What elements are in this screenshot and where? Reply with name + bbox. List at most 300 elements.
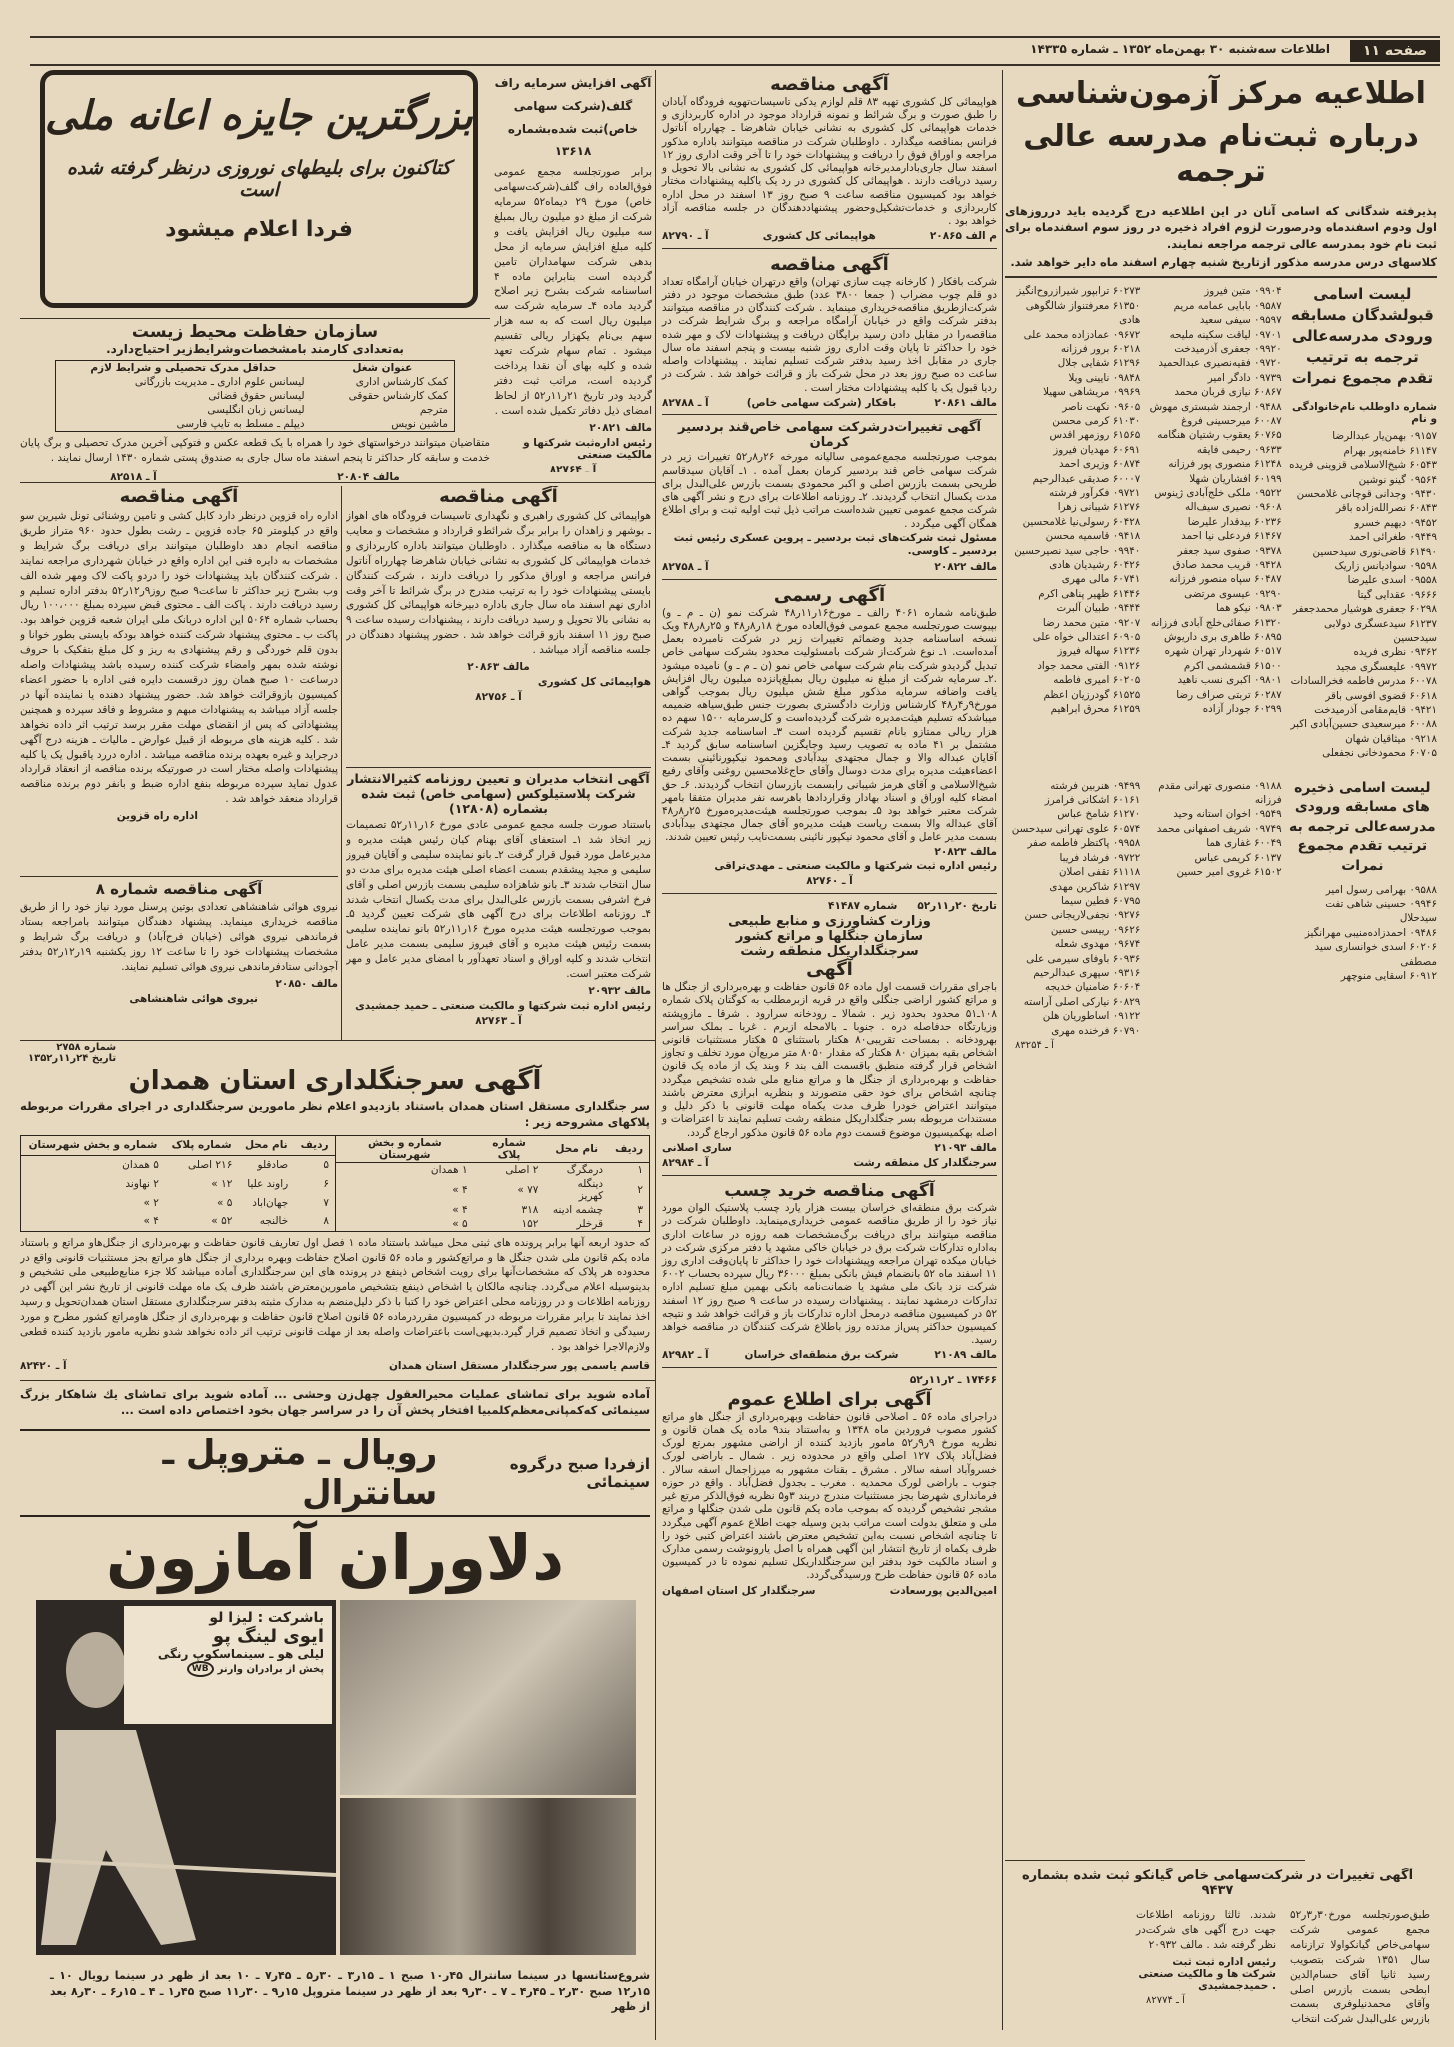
list-item: ۶۱۳۵۰ معرفتنواز شالگوهی هادی	[1025, 299, 1141, 327]
tender-8-title: آگهی مناقصه شماره ۸	[95, 880, 263, 898]
tender-abadan-code: آ ـ ۸۲۷۹۰	[662, 230, 709, 243]
list-item: ۶۰۵۷۴ علوی تهرانی سیدحسن	[1011, 822, 1141, 835]
movie-title: دلاوران آمازون	[105, 1520, 565, 1594]
bushehr-tender	[346, 486, 651, 764]
movie-from-tomorrow: ازفردا صبح درگروه سینمائی	[509, 1454, 650, 1491]
table-row	[21, 1193, 335, 1212]
glue-tender	[662, 1179, 997, 1368]
list-item: ۰۹۳۷۸ صفوی سید جعفر	[1177, 544, 1282, 557]
list-item: ۶۱۲۴۸ منصوری پور فرزانه	[1168, 458, 1282, 471]
list-item: ۶۰۶۰۴ ضامنیان خدیجه	[1045, 981, 1141, 994]
table-row	[56, 417, 455, 432]
cast-3: لیلی هو ـ سینماسکوپ رنگی	[157, 1647, 324, 1661]
gianko-body-1: طبق‌صورتجلسه مورخ۳۰ر۳ر۵۲ مجمع عمومی شرکت سهامی‌خاص گیانکواولا ترازنامه سال ۱۳۵۱ شرکت بتصویب رسید ثانیا آقای حسام‌الدین ابطحی بسمت بازرس اصلی وآقای محمدنیلوفری بسمت بازرس علی‌البدل شرکت انتخاب	[1290, 1909, 1430, 2026]
official-body: طبق‌نامه شماره ۴۰۶۱ رالف ـ مورخ۱۶ر۱۱ر۴۸ شرکت نمو (ن ـ م ـ و) بپیوست صورتجلسه مجمع عمومی فوق‌العاده مورخ ۱۸ر۸ر۴۸ و ۲۵ر۸ر۴۸ ویک نسخه اساسنامه جدید وضمائم تغییرات زیر در شرکت نامبرده بعمل آمده‌است. ۱ـ نوع شرکت‌از شرکت بامسئولیت محدود بشرکت سهامی خاص تبدیل گردیدو شرکت بنام شرکت سهامی خاص نمو (ن ـ م ـ و) نامیده میشود .۲ـ سرمایه شرکت از مبلغ نه میلیون ریال بمبلغ‌پانزده میلیون ریال افزایش یافت واضافه سرمایه مذکور مبلغ شش میلیون ریال بموجب گواهی مورخ۹ر۴ر۴۸ کارشناس وزارت دادگستری بصورت جنس طبق‌سیاهه ضمیمه میباشدکه تسلیم هیئت‌مدیره شرکت گردیده‌است و کل‌سرمایه ۱۵۰۰ سهم ده هزار ریالی ممتازو بانام تقسیم گردیده است ۳ـ اساسنامه جدید شرکت مشتمل بر ۴۱ ماده به تصویب رسید وجایگزین اساسنامه سابق گردید ۴ـ آقایان عبداله والا و جمال مجتهدی بیدآبادی ومحمود نیکپورنائینی بسمت اعضاءهیئت مدیره برای مدت دوسال وآقای حاج‌غلامحسین روغنی وآقای رفیع شیخ‌الاسلامی و آقای هرمز شیبانی رابسمت بازرسان انتخاب گردیدند. ۶ـ حق امضاء کلیه اوراق و اسناد بهادار وقراردادها باهرسه نفر مدیران متفقا بامهر شرکت معتبر خواهد بود ۵ـ بموجب صورتجلسه هیئت‌مدیره‌مورخ ۲۵ر۸ر۴۸ آقای عبداله والا بسمت ریاست هیئت مدیره‌و آقای جمال مجتهدی بیدآبادی بسمت مدیر عامل و آقای محمود نیکپور نائینی بسمت‌نایب رئیس تعیین شدند.	[662, 606, 998, 844]
public-number: ۱۷۴۶۶ ـ ۲ر۱۱ر۵۲	[909, 1374, 997, 1387]
list-item: ۶۱۱۱۸ تقفی اصلان	[1058, 866, 1141, 879]
table-cell: ۲	[637, 1183, 643, 1196]
table-cell: ۵ همدان	[122, 1158, 159, 1171]
tender-abadan-body: هواپیمائی کل کشوری تهیه ۸۳ قلم لوازم یدکی تاسیسات‌تهویه فرودگاه آبادان را طبق صورت و برگ شرائط و نمونه قرارداد موجود در اداره کاربردازی و خدمات هواپیمائی کل کشوری به نشانی خیابان شاهرضا ـ چهارراه آناتول فرانس بمناقصه میگذارد . داوطلبان شرکت در مناقصه میتوانند باداره مذکور مراجعه و اوراق فوق را دریافت و پیشنهادات خود را تا آخر وقت اداری روز ۱۲ اسفند سال جاری‌بادارمدیرخانه هواپیمائی کل کشوری به نشانی بالا تحویل و رسید دریافت دارند . هواپیمائی کل کشوری در رد یک یاکلیه پیشنهادات مختار خواهد بود کمیسیون مناقصه ساعت ۹ صبح روز ۱۳ اسفند در محل اداره کاربردازی و خدمات‌تشکیل‌وحضور پیشنهاددهندگان در جلسه مناقصه آزاد خواهد بود .	[662, 96, 998, 227]
kerman-signer: مسئول ثبت شرکت‌های ثبت بردسیر ـ پروین عسکری رئیس ثبت بردسیر ـ کاوسی.	[673, 531, 997, 558]
list-item: ۶۰۲۸۷ تربتی صراف رضا	[1176, 688, 1282, 701]
list-item: ۶۰۲۰۵ امیری فاطمه	[1053, 674, 1141, 687]
list-item: ۰۹۵۹۸ سوادیانس زاریک	[1334, 559, 1437, 572]
table-header: شماره پلاک	[474, 1136, 545, 1163]
list-item: ۰۹۴۹۹ هنربین فرشته	[1050, 779, 1141, 792]
capital-title: آگهی افزایش سرمایه راف گلف(شرکت سهامی خاص)ثبت شده‌بشماره ۱۳۶۱۸	[494, 76, 652, 159]
tender-bafkar-body: شرکت بافکار ( کارخانه چیت سازی تهران) واقع درتهران خیابان آرامگاه تعداد دو قلم چوب مضراب ( جمعا ۳۸۰۰ عدد) طبق مشخصات موجود در دفتر شرکت‌ازطریق مناقصه‌خریداری مینماید . شرکت کنندگان در مناقصه میتوانند بدفتر شرکت واقع در خیابان آرامگاه مراجعه و برگ شرایط شرکت در مناقصه‌را در مقابل دادن رسید برایگان دریافت و پیشنهادات لاک و مهر شده خود را حداکثر تا پایان وقت اداری روز شنبه بیست و پنجم اسفند ماه سال جاری در مقابل اخذ رسید بدفتر شرکت تسلیم نمایند . پیشنهادات واصله ساعت ده صبح روز بعد در محل شرکت باز و قرائت خواهد شد . شرکت در ردیا قبول یک یا کلیه پیشنهادات مختار است .	[662, 275, 997, 394]
plastiloks-signer: رئیس اداره ثبت شرکتها و مالکیت صنعتی ـ حمید جمشیدی	[355, 999, 651, 1012]
table-cell: لیسانس زبان انگلیسی	[207, 404, 305, 416]
gianko-signer: رئیس اداره ثبت ثبت شرکت ها و مالکیت صنعتی . حمیدجمشیدی	[1138, 1955, 1276, 1992]
header-rule-top	[30, 36, 1440, 38]
tender-8-body: نیروی هوائی شاهنشاهی تعدادی بوتین پرسنل مورد نیاز خود را از طریق مناقصه خریداری مینماید. پیشنهاد دهندگان میتوانند بامراجعه بستاد فرماندهی نیروی هوائی (خیابان فرح‌آباد) و دریافت برگ شرایط و مشخصات پیشنهادات خود را تا ساعت ۱۲ روز یکشنبه ۱۹ر۱۲ر۵۲ بدفتر آجودانی ستادفرماندهی نیروی هوائی تسلیم نمایند.	[20, 901, 338, 973]
public-signer-2: سرجنگلدار کل استان اصفهان	[662, 1584, 816, 1597]
table-cell: راوند علیا	[247, 1177, 289, 1190]
table-header: ردیف	[294, 1136, 335, 1155]
list-item: ۶۰۸۶۷ نیازی قربان محمد	[1174, 386, 1282, 399]
header-rule-bottom	[30, 64, 1440, 66]
exam-body-2: کلاسهای درس مدرسه مذکور ازتاریخ شنبه چهارم اسفند ماه دایر خواهد شد.	[1010, 254, 1437, 269]
list-item: ۰۹۵۸۸ بهرامی رسول امیر	[1325, 883, 1437, 896]
list-item: ۰۹۶۷۴ مهدوی شعله	[1054, 938, 1141, 951]
list-item: ۶۱۴۹۰ قاضی‌نوری سیدحسین	[1312, 545, 1437, 558]
gianko-notice	[1005, 1868, 1430, 2043]
list-item: ۶۰۰۰۷ صدیقی عبدالرحیم	[1032, 472, 1141, 485]
tender-bafkar	[662, 252, 997, 416]
movie-ad	[20, 1384, 650, 2040]
list-item: ۰۹۳۶۲ نظری فریده	[1353, 646, 1437, 659]
table-cell: ۶	[323, 1177, 329, 1190]
list-item: ۶۰۴۲۸ رسولی‌نیا غلامحسین	[1022, 515, 1141, 528]
table-row	[21, 1174, 335, 1193]
table-cell: ۵	[323, 1158, 329, 1171]
gianko-code: آ ـ ۸۲۷۷۴	[1146, 1994, 1185, 2006]
list-item: ۰۹۶۷۲ عمادزاده محمد علی	[1023, 328, 1141, 341]
table-row	[336, 1203, 650, 1217]
table-cell: دینگله کهریز	[577, 1177, 604, 1202]
list-item: ۰۹۶۳۳ رحیمی فایقه	[1196, 443, 1282, 456]
table-cell: چشمه ادینه	[552, 1203, 604, 1216]
tender-abadan	[662, 72, 997, 249]
list-item: ۶۱۲۹۷ شاکرین مهدی	[1049, 880, 1141, 893]
public-notice	[662, 1371, 997, 1602]
environment-body: متقاضیان میتوانند درخواستهای خود را همراه با یک قطعه عکس و فتوکپی آخرین مدرک تحصیلی و برگ پایان خدمت و سابقه کار حداکثر تا پنجم اسفند ماه سال جاری به صندوق پستی شماره ۱۴۳۰ ارسال نمایند .	[20, 437, 490, 464]
table-cell: ۵ »	[452, 1217, 468, 1230]
tender-8-number: شماره ۲۷۵۸	[56, 1042, 117, 1053]
list-item: ۰۹۴۵۲ دیهیم خسرو	[1354, 516, 1437, 529]
environment-ad	[20, 322, 490, 480]
list-item: ۰۹۵۹۷ سیفی سعید	[1199, 314, 1282, 327]
table-row	[56, 389, 455, 403]
list-item: ۶۰۰۷۸ مدرس فاطمه فخرالسادات	[1290, 675, 1437, 688]
plastiloks-title: آگهی انتخاب مدیران و تعیین روزنامه کثیرالانتشار شرکت پلاستیلوکس (سهامی خاص) ثبت شده بشماره (۱۲۸۰۸)	[347, 771, 650, 816]
list-item: ۶۱۲۳۶ سهاله فیروز	[1057, 645, 1141, 658]
list-item: ۰۹۷۲۱ فکرآور فرشته	[1049, 487, 1141, 499]
list-item: ۶۰۲۱۸ برور فرزانه	[1060, 342, 1141, 355]
bushehr-title: آگهی مناقصه	[439, 486, 558, 507]
glue-ref: مالف ۲۱۰۸۹	[934, 1349, 997, 1362]
list-item: ۰۹۹۶۹ مریشاهی سهیلا	[1043, 386, 1141, 399]
list-item: ۰۹۸۰۳ نیکو هما	[1216, 602, 1282, 615]
bushehr-body: هواپیمائی کل کشوری راهبری و نگهداری تاسیسات فرودگاه های اهواز ـ بوشهر و زاهدان را برابر برگ شرائط‌و قرارداد و مشخصات و معایب دستگاه ها به مناقصه میگذارد . داوطلبان میتوانند باداره کاربردازی و خدمات هواپیمائی کل کشوری به نشانی خیابان شاهرضا چهارراه آناتول فرانس مراجعه و اوراق مذکور را دریافت دارند ، شرکت کنندگان بایستی پیشنهادات خود را به ترتیب مندرج در برگ شرائط تا آخر وقت اداری نهم اسفند ماه سال جاری باداره دبیرخانه هواپیمائی کل کشوری به نشانی بالا تحویل و رسید دریافت دارند ، پیشنهادات رسیده ساعت ۹ صبح روز ۱۱ اسفند بازو قرائت خواهد شد . حضور پیشنهاد دهندگان در جلسه مناقصه آزاد میباشد .	[346, 510, 651, 657]
list-item: ۰۹۴۸۸ ارجمند شبستری مهوش	[1149, 400, 1282, 413]
environment-table	[55, 360, 455, 432]
table-row	[336, 1177, 650, 1203]
list-item: ۰۹۴۳۰ وجدانی قوچانی غلامحسن	[1296, 487, 1437, 500]
list-item: ۶۰۷۰۵ محمودخانی نجفعلی	[1322, 747, 1437, 760]
tender-8-date: تاریخ ۲۴ر۱۱ر۱۳۵۲	[28, 1053, 117, 1064]
table-cell: جهان‌اباد	[252, 1196, 289, 1209]
tender-bafkar-signer: بافکار (شرکت سهامی خاص)	[746, 396, 897, 409]
table-cell: ۳	[637, 1203, 643, 1216]
table-cell: قرخلر	[576, 1217, 604, 1230]
list-item: ۶۰۲۷۳ ترابپور شیرازروح‌انگیز	[1016, 285, 1141, 298]
list-item: ۶۰۷۴۱ مالی مهری	[1061, 573, 1141, 586]
list-item: ۰۹۹۴۰ حاجی سید نصیرحسین	[1014, 544, 1141, 557]
rasht-org-3: سرجنگلداریکل منطقه رشت	[740, 944, 919, 960]
list-item: ۰۹۱۵۷ بهمن‌یار عبدالرضا	[1332, 430, 1437, 443]
table-header: نام محل	[238, 1136, 294, 1155]
hamedan-code: آ ـ ۸۲۴۲۰	[20, 1359, 67, 1372]
list-item: ۶۰۹۱۲ اسقایی منوچهر	[1340, 970, 1437, 983]
list-item: ۰۹۷۴۹ شریف اصفهانی محمد	[1156, 822, 1282, 835]
list-item: ۶۱۱۴۷ خامنه‌پور بهرام	[1343, 444, 1437, 457]
list-item: ۶۱۰۳۰ کرمی محسن	[1052, 414, 1141, 427]
hamedan-intro: سر جنگلداری مستقل استان همدان باستناد بازدیدو اعلام نظر مامورین سرجنگلداری در اجرای مقررات مربوطه پلاکهای مشروحه زیر :	[20, 1099, 650, 1130]
environment-title: سازمان حفاظت محیط زیست	[131, 322, 379, 342]
qazvin-tender	[20, 486, 338, 874]
rasht-signer-2: سرجنگلدار کل منطقه رشت	[853, 1157, 997, 1170]
public-title: آگهی برای اطلاع عموم	[727, 1388, 932, 1410]
table-cell: لیسانس علوم اداری ـ مدیریت بازرگانی	[134, 376, 305, 388]
table-cell: ۱۲ »	[211, 1177, 233, 1190]
official-title: آگهی رسمی	[773, 584, 886, 606]
glue-body: شرکت برق منطقه‌ای خراسان بیست هزار یارد چسب پلاستیک الوان مورد نیاز خود را از طریق مناقصه عمومی خریداری‌مینماید. داوطلبان شرکت در مناقصه میتوانند برای دریافت برگ‌مشخصات همه روزه در ساعات اداری به‌اداره تدارکات شرکت برق در خیابان خاکی مشهد یا دفتر مرکزی شرکت در خیابان میکده تهران مراجعه وپیشنهادات خود را حداکثر تا پایان‌وقت اداری روز ۱۱ اسفند ماه ۵۲ بانضمام فیش بانکی بمبلغ ۳۶۰۰۰ ریال سپرده بحساب ۶۰۰۲ شرکت نزد بانک ملی مشهد یا ضمانت‌نامه بانکی بهمین مبلغ تسلیم اداره تدارکات درمشهد نمایند . پیشنهادات رسیده در ساعت ۹ صبح روز ۱۲ اسفند ۵۲ در کمیسیون مناقصه درمحل اداره تدارکات باز و قرائت خواهد شد و نتیجه کمیسیون حداکثر پس‌از مدتده روز باطلاع شرکت کنندگان در مناقصه خواهد رسید.	[662, 1202, 997, 1347]
rasht-date: تاریخ ۲۰ر۱۱ر۵۲	[917, 899, 997, 912]
rasht-org-1: وزارت کشاورزی و منابع طبیعی	[728, 914, 931, 930]
gianko-body-2: شدند. ثالثا روزنامه اطلاعات جهت درج آگهی های شرکت‌در نظر گرفته شد . مالف ۲۰۹۳۲	[1136, 1909, 1276, 1951]
lottery-line-2: کتاکنون برای بلیطهای نوروزی درنظر گرفته شده است	[67, 157, 451, 201]
kerman-body: بموجب صورتجلسه مجمع‌عمومی سالیانه مورخه ۲۶ر۸ر۵۲ تغییرات زیر در شرکت سهامی خاص قند بردسیر کرمان بعمل آمده . ۱ـ آقایان سیدقاسم طریحی بسمت بازرس اصلی و اکبر محمودی بسمت بازرس علی‌البدل برای مدت یکسال انتخاب گردیدند. ۲ـ روزنامه اطلاعات برای درج و نشر آگهی های شرکت مجمع عمومی تعیین شده‌است مراتب ذیل ثبت اولیه ثبت و برای اطلاع همگان آگهی میگردد .	[662, 451, 998, 530]
bushehr-code: آ ـ ۸۲۷۵۶	[475, 691, 522, 704]
exam-notice	[1005, 72, 1437, 1852]
list-item: ۶۰۲۹۹ جودار آزاده	[1202, 703, 1282, 716]
list-item: ۰۹۲۰۷ متین محمد رضا	[1042, 616, 1141, 629]
list-item: ۰۹۴۸۶ احمدزاده‌منیبی مهرانگیز	[1304, 926, 1437, 939]
kerman-notice	[662, 418, 997, 579]
results-list-a	[1288, 429, 1437, 760]
qazvin-signer: اداره راه قزوین	[116, 810, 198, 823]
list-item: ۶۰۷۹۰ فرخنده مهری	[1051, 1024, 1141, 1037]
list-item: ۶۱۴۴۶ ظهیر پناهی اکرم	[1038, 587, 1141, 600]
capital-code: آ ـ ۸۲۷۶۴	[549, 463, 597, 472]
environment-subtitle: به‌تعدادی کارمند بامشخصات‌وشرایط‌زیر احتیاج‌دارد.	[106, 342, 404, 356]
table-row	[56, 403, 455, 417]
table-cell: ۴	[637, 1217, 643, 1230]
tender-8-ref: مالف ۲۰۸۵۰	[275, 977, 338, 990]
middle-column	[662, 72, 997, 1605]
list-item: ۶۰۹۰۵ اعتدالی خواه علی	[1032, 631, 1141, 644]
exam-title-2: درباره ثبت‌نام مدرسه عالی ترجمه	[1023, 119, 1419, 189]
movie-still-2	[340, 1798, 636, 1955]
gianko-title: آگهی تغییرات در شرکت‌سهامی خاص گیانکو ثبت شده بشماره ۹۴۳۷	[1021, 1868, 1414, 1898]
bushehr-ref: مالف ۲۰۸۶۳	[467, 661, 530, 674]
table-cell: کمک کارشناس حقوقی	[348, 390, 448, 402]
glue-title: آگهی مناقصه خرید چسب	[724, 1181, 935, 1202]
table-cell: ۱ همدان	[430, 1163, 468, 1176]
table-cell: درمگرگ	[566, 1163, 604, 1176]
list-item: ۶۱۵۰۰ قشمشمی اکرم	[1183, 659, 1282, 672]
rasht-body: باجرای مقررات قسمت اول ماده ۵۶ قانون حفاظت و بهره‌برداری از جنگل ها و مراتع کشور اراضی جنگلی واقع در قریه ازبرمطلب به کوگتان پلاک شماره ۱۰۸ـ۵۱ محدود بحدود زیر . شمالا ـ رودخانه سرارود . شرقا ـ مازوپشته وزیارتگاه حدفاصله دره . جنوبا ـ بالامحله ازبرم . غربا ـ بملک سراسر بهرودخانه . بمساحت تقریبی۸۰ هکتار باستثنای ۵ هکتار مستثنیات قانونی اشخاص بقیه بمیزان ۸۰ هکتار که مقدار ۸۰۵۰ متر مربع‌آن مورد تخلف و تجاوز اشخاص قرار گرفته منطبق باقسمت الف بند ۶ وبند یک از ماده یک قانون حفاظت و بهره‌برداری از جنگل ها و مراتع منابع ملی شده تشخیص میگردد چنانچه اشخاص برای خود حقی متصورند و بنظریه ابرازی معترض باشند میتوانند اعتراض خودرا ظرف مدت یکماه مهلت قانونی با ذکر دلیل و مستندات مربوطه بسر جنگلداریکل منطقه رشت تسلیم نمایند تا اعتراضات و اصله بهکمیسیون موضوع قسمت دوم ماده ۵۶ قانون مذکور ارجاع گردد.	[662, 981, 998, 1139]
list-item: ۰۹۵۲۲ ملکی خلج‌آبادی ژینوس	[1154, 487, 1282, 499]
movie-cinemas: رویال ـ متروپل ـ سانترال	[162, 1432, 438, 1513]
reserve-list-c	[1005, 779, 1140, 1038]
list-item: ۶۰۷۶۵ یعقوب رشتیان هنگامه	[1157, 429, 1282, 442]
list-item: ۶۰۹۳۶ باوفای سیرمی علی	[1026, 952, 1141, 965]
list-item: ۶۰۰۸۸ میرسعیدی حسین‌آبادی اکبر	[1290, 718, 1437, 731]
list-item: ۶۰۵۴۳ شیخ‌الاسلامی قزوینی فریده	[1289, 459, 1437, 472]
hamedan-notice	[20, 1042, 650, 1378]
table-cell: ۲ »	[143, 1196, 159, 1209]
list-item: ۶۰۱۳۷ کریمی عباس	[1194, 851, 1282, 864]
list-item: ۶۰۱۹۹ افشاریان شهلا	[1189, 472, 1282, 485]
rasht-code: آ ـ ۸۲۹۸۴	[662, 1157, 709, 1170]
list-item: ۰۹۶۰۸ نصیری سیف‌اله	[1184, 501, 1282, 514]
list-item: ۶۰۴۸۷ سپاه منصور فرزانه	[1169, 573, 1282, 586]
table-header: شماره و بخش شهرستان	[336, 1136, 474, 1163]
list-item: ۶۰۸۴۳ نصرالله‌زاده باقر	[1335, 502, 1437, 515]
exam-body-1: پذیرفته شدگانی که اسامی آنان در این اطلاعیه درج گردیده باید درروزهای اول ودوم اسفندماه ودرصورت لزوم افراد ذخیره در روز سوم اسفندماه برای ثبت نام خود بمدرسه عالی ترجمه مراجعه نمایند.	[1005, 204, 1437, 251]
environment-ref: مالف ۲۰۸۰۴	[337, 470, 400, 480]
list-item: ۰۹۵۵۸ اسدی علیرضا	[1347, 574, 1437, 587]
tender-bafkar-title: آگهی مناقصه	[770, 253, 889, 275]
plastiloks-notice	[346, 771, 651, 1037]
official-code: آ ـ ۸۲۷۶۰	[806, 874, 853, 887]
list-item: ۶۱۵۰۲ غروی امیر حسین	[1176, 866, 1282, 879]
list-item: ۰۹۲۷۶ نجفی‌لاریجانی حسن	[1024, 909, 1141, 922]
hamedan-body: که حدود اربعه آنها برابر پرونده های ثبتی محل میباشد باستناد ماده ۱ فصل اول تعاریف قانون حفاظت و بهره‌برداری از جنگل‌هاو مراتع و باستناد ماده یکم قانون ملی شدن جنگل ها و مراتع‌کشور و ماده ۵۶ قانون اصلاح حفاظت وبهره برداری از جنگل هاو مراتع بجز مستثنیات قانونی واقع در محدوده هر پلاک که مشخصات‌آنها برای رویت اشخاص ذینفع در پرونده های این سرجنگلداری آماده میباشد کلا جزء منابع‌طبیعی ملی تشخیص و بدینوسیله اعلام می‌گردد. چنانچه مالکان یا اشخاص ذینفع بتشخیص مامورین‌معترض باشند ظرف یک ماه مهلت قانونی از تاریخ نشر این آگهی در روزنامه اطلاعات و در روزنامه محلی اعتراض خود را کتبا با ذکر دلیل‌منضم به مدارک مثبته بدفتر سرجنگلداری مستقل استان همدان‌تحویل و رسید اخذ نمایند تا برابر مقررات مربوطه در کمیسیون مقرردرماده ۵۶ قانون اصلاح قانون حفاظت و بهره‌برداری از جنگل هاومراتع کشور مطرح و مورد رسیدگی و اتخاذ تصمیم قرار گیرد.بدیهی‌است باعتراضات واصله بعد از مهلت قانونی ترتیب اثر داده نخواهد شدو نظریه مامور بازدید کننده قطعی ولازم‌الاجرا خواهد بود .	[20, 1236, 650, 1353]
capital-body: برابر صورتجلسه مجمع عمومی فوق‌العاده راف گلف(شرکت‌سهامی خاص) مورخ ۲۹ دیماه۵۲ سرمایه شرکت از مبلغ دو میلیون ریال بمبلغ سه میلیون ریال افزایش یافت و کلیه مبلغ افزایش سرمایه از محل بدهی شرکت سهامداران تامین گردیده است بنابراین ماده ۴ اساسنامه شرکت بشرح زیر اصلاح گردید ماده ۴ـ سرمایه شرکت سه میلیون ریال است که به سه هزار سهم بی‌نام یکهزار ریالی تقسیم میشود . تمام سهام شرکت تعهد شده و کلیه بهای آن نقدا پرداخت گردیده است، مراتب ثبت دفتر گردید ودر تاریخ ۲۱ر۱۱ر۵۲ از لحاظ امضای ذیل دفاتر تکمیل شده است .	[494, 166, 652, 417]
results-list-b	[1146, 284, 1281, 716]
table-cell: ۳۱۸	[521, 1203, 539, 1216]
list-item: ۶۱۵۲۵ گودرزیان اعظم	[1043, 688, 1141, 701]
list-item: ۰۹۹۴۶ حسینی شاهی تفت سیدحلال	[1325, 898, 1437, 925]
list-item: ۶۰۸۹۵ طاهری بری داریوش	[1163, 631, 1282, 644]
page-label: صفحه ۱۱	[1350, 40, 1440, 62]
wb-logo: WB	[187, 1661, 214, 1677]
table-row	[336, 1162, 650, 1177]
distributor: پخش از برادران وارنر	[217, 1663, 324, 1675]
list-item: ۰۹۴۴۴ طبیان آلبرت	[1056, 602, 1141, 615]
list-item: ۰۹۷۲۲ فرشاد فریبا	[1059, 851, 1141, 864]
tender-abadan-signer: هواپیمائی کل کشوری	[762, 230, 876, 243]
list-item: ۶۱۲۵۹ محرق ابراهیم	[1050, 703, 1141, 716]
official-signer: رئیس اداره ثبت شرکتها و مالکیت صنعتی ـ مهدی‌تراقی	[714, 860, 997, 873]
list-item: ۰۹۸۰۱ اکبری نسب ناهید	[1177, 674, 1282, 687]
list-item: ۶۱۴۶۷ فردعلی نیا احمد	[1181, 530, 1282, 543]
list-item: ۰۹۷۲۰ فقیه‌نصیری عبدالحمید	[1158, 357, 1282, 370]
table-cell: صادقلو	[257, 1158, 289, 1171]
reserve-code: آ ـ ۸۳۲۵۴	[1014, 1039, 1054, 1051]
rasht-signer-1: ساری اصلانی	[662, 1141, 732, 1154]
table-cell: ۵ »	[216, 1196, 233, 1209]
plastiloks-body: باستناد صورت جلسه مجمع عمومی عادی مورخ ۱۶ر۱۱ر۵۲ تصمیمات زیر اتخاذ شد ۱ـ استعفای آقای بهنام کیان رئیس هیئت مدیره و مدیرعامل مورد قبول قرار گرفت ۲ـ بانو نماینده سلیمی و آقایان فیروز سلیمی و مجید پیشقدم بسمت اعضاء اصلی هیئت مدیره برای مدت دو سال انتخاب شدند ۳ـ بانو شاهزاده سلیمی بسمت بازرس اصلی و آقای فرخ اشرفی بسمت بازرس علی‌البدل برای مدت یکسال انتخاب شدند ۴ـ روزنامه اطلاعات برای درج آگهی های شرکت تعیین گردید ۵ـ بموجب صورتجلسه هیئت مدیره مورخ ۱۶ر۱۱ر۵۲ بانو نماینده سلیمی بسمت رئیس هیئت مدیره و آقای فیروز سلیمی بسمت مدیر عامل انتخاب شدند و کلیه اوراق و اسناد تعهدآور با امضای مدیر عامل و مهر شرکت معتبر است.	[346, 819, 651, 981]
bushehr-signer: هواپیمائی کل کشوری	[537, 676, 651, 689]
tender-abadan-ref: م الف ۲۰۸۶۵	[929, 230, 997, 243]
list-item: ۰۹۴۴۹ طغرائی احمد	[1349, 531, 1437, 544]
table-row	[21, 1155, 335, 1174]
rasht-ref: مالف ۲۱۰۹۳	[934, 1141, 997, 1154]
list-item: ۰۹۴۲۱ قایم‌مقامی آذرمیدخت	[1314, 704, 1437, 717]
table-cell: ۴ »	[452, 1203, 468, 1216]
movie-credits	[124, 1606, 332, 1724]
table-row	[336, 1217, 650, 1231]
list-item: ۶۰۲۳۶ بیدقدار علیرضا	[1187, 515, 1282, 528]
list-column-header: شماره داوطلب نام‌خانوادگی و نام	[1291, 401, 1437, 426]
list-item: ۰۹۲۹۰ عیسوی مرتضی	[1184, 587, 1282, 600]
list-item: ۶۰۱۶۱ اشکانی فرامرز	[1044, 794, 1141, 807]
list-item: ۶۱۲۷۶ شیبانی زهرا	[1057, 501, 1141, 514]
table-header: نام محل	[544, 1136, 609, 1163]
movie-still-1	[340, 1600, 636, 1795]
table-cell: ۱	[637, 1163, 643, 1176]
table-cell: ۲۱۶ اصلی	[188, 1158, 233, 1171]
glue-signer: شرکت برق منطقه‌ای خراسان	[744, 1349, 899, 1362]
table-cell: ۴ »	[143, 1215, 159, 1228]
list-item: ۰۹۹۷۲ علیعسگری مجید	[1335, 660, 1437, 673]
table-cell: ۵۲ »	[211, 1215, 233, 1228]
rasht-org-2: سازمان جنگلها و مراتع کشور	[735, 929, 924, 945]
glue-code: آ ـ ۸۲۹۸۲	[662, 1349, 709, 1362]
list-item: ۶۱۲۷۰ شامخ عباس	[1057, 808, 1141, 821]
tender-abadan-title: آگهی مناقصه	[770, 74, 889, 95]
table-header: ردیف	[609, 1136, 649, 1163]
table-header: شماره و بخش شهرستان	[21, 1136, 165, 1155]
kerman-code: آ ـ ۸۲۷۵۸	[662, 561, 709, 574]
environment-code: آ ـ ۸۲۵۱۸	[110, 470, 157, 480]
list-item: ۰۹۲۱۸ میثاقیان شهان	[1345, 732, 1437, 745]
list-item: ۰۹۵۸۷ بابایی عمامه مریم	[1173, 299, 1282, 312]
cast-1: باشرکت : لیزا لو	[209, 1610, 324, 1626]
official-ref: مالف ۲۰۸۲۳	[934, 845, 997, 858]
table-cell: کمک کارشناس اداری	[355, 376, 448, 388]
table-cell: مترجم	[419, 404, 448, 416]
rasht-title: آگهی	[806, 959, 853, 981]
list-item: ۰۹۹۰۴ متین فیروز	[1204, 285, 1282, 298]
list-item: ۶۰۵۱۷ شهردار تهران شهره	[1164, 645, 1282, 658]
tender-bafkar-ref: مالف ۲۰۸۶۱	[934, 396, 997, 409]
reserve-list-a	[1288, 883, 1437, 984]
lottery-ad	[40, 70, 478, 308]
table-header: شماره پلاک	[165, 1136, 238, 1155]
table-cell: لیسانس حقوق قضائی	[208, 390, 305, 402]
list-item: ۰۹۳۱۶ سپهری عبدالرحیم	[1033, 966, 1141, 979]
list-item: ۰۹۶۶۶ عقدایی گیتا	[1357, 588, 1437, 601]
list-item: ۰۹۷۰۱ لیاقت سکینه ملیحه	[1169, 328, 1282, 341]
list-item: ۰۹۱۲۶ الفتی محمد جواد	[1037, 659, 1141, 672]
qazvin-body: اداره راه قزوین درنظر دارد کابل کشی و تامین روشنائی تونل شیرین سو واقع در کیلومتر ۶۵ جاده قزوین ـ رشت بطول حدود ۹۶۰ متراز طریق مناقصه انجام دهد داوطلبان میتوانند برای دریافت برگ شرایط و مشخصات به دایره فنی این اداره واقع در خیابان شهرداری مراجعه نمایند . شرکت کنندگان باید پیشنهادات خود را دردو پاکت لاک ومهر شده الف وب بشرح زیر حداکثر تا ساعت۹ صبح روز۹ر۱۲ر۵۲ بدفتر اداره تسلیم و رسید دریافت دارند . پاکت الف ـ محتوی قبض سپرده بمبلغ ۱۰۰،۰۰۰ ریال بحساب شماره ۵۰۶۴ این اداره دربانک ملی ایران شعبه قزوین خواهد بود. پاکت ب ـ محتوی پیشنهاد شرکت کننده خواهد بودکه بایستی بطور خوانا و بدون قلم خوردگی و رقم پیشنهادی به ریز و کل مبلغ بتفکیک با حروف نوشته شده بمهر وامضاء شرکت کننده رسیده باشد پیشنهادات واصله درساعت ۱۰ صبح همان روز درقسمت دایره فنی اداره با حضور اعضاء کمیسیون بازوقرائت خواهد شد. حضور پیشنهاد دهنده یا نماینده آنها در جلسه آزاد میباشد به پیشنهادات مبهم و مشروط و فاقد سپرده و همچنین پیشنهاداتی که پس از انقضای مهلت مقرر برسد ترتیب اثر داده نخواهد شد . کلیه هزینه های مربوطه از قبیل عوارض ـ مالیات ـ هزینه درج آگهی درجراید و غیره بعهده برنده مناقصه میباشد . اداره دررد یاقبول یک یا کلیه پیشنهادات واصله مختار است در صورتیکه برنده مناقصه از انعقاد قرارداد عدول نماید سپرده مربوطه بنفع اداره ضبط و بانفر دوم برنده مناقصه قرارداد منعقد خواهد شد .	[20, 510, 338, 806]
table-row	[56, 375, 455, 389]
tender-bafkar-code: آ ـ ۸۲۷۸۸	[662, 396, 709, 409]
list-item: ۰۹۹۵۸ پاکتظر فاطمه صفر	[1027, 837, 1141, 850]
table-cell: ۷۷ »	[517, 1183, 539, 1196]
list-title: لیست اسامی قبولشدگان مسابقه ورودی مدرسه‌عالی ترجمه به ترتیب تقدم مجموع نمرات	[1290, 285, 1434, 388]
rasht-number: شماره ۴۱۴۸۷	[828, 899, 898, 912]
list-item: ۰۹۱۲۲ اساطوریان هلن	[1042, 1010, 1141, 1023]
list-item: ۶۰۷۹۵ فطین سیما	[1061, 894, 1141, 907]
list-item: ۰۹۵۶۴ گینو نوشین	[1358, 473, 1437, 486]
public-body: دراجرای ماده ۵۶ ـ اصلاحی قانون حفاظت وبهره‌برداری از جنگل هاو مراتع کشور مصوب فروردین ماه ۱۳۴۸ و به‌استناد بند۹ ماده یک همان قانون و نظریه مورخ ۹ر۹ر۵۲ مامور بازدید کننده از اراضی مشهور بمرتع لورک فضل‌آباد پلاک ۱۲۷ اصلی واقع در محدوده زیر . شمال ـ باراضی لورک خسروآباد اسفه سالار . مشرق ـ بقنات مشهور به میرزاجمال اسفه سالار . جنوب ـ باراضی لورک محمدیه . مغرب ـ بجدول فضل‌آباد . واقع در حوزه فرمانداری شهرضا بجز مستثنیات مندرج دربند ۳و۵ نظریه فوق‌الذکر مرتع غیر مشجر تشخیص گردیده که بموجب ماده یکم قانون ملی شدن جنگلها و مراتع ملی و متعلق بدولت است مراتب بدین وسیله جهت اطلاع عموم آگهی میگردد تا چنانچه اشخاص نسبت به‌این تشخیص معترض باشند اعتراض کتبی خود را ظرف یکماه از تاریخ انتشار این آگهی همراه با اصل یارونوشت رسمی مدارک و اسناد مالکیت خود بدفتر این سرجنگلداریکل تسلیم نموده تا در کمیسیون ماده ۵۶ قانون حفاظت طرح ورسیدگی‌گردد.	[662, 1410, 998, 1582]
tender-8	[20, 880, 338, 1040]
list-item: ۰۹۵۴۹ اخوان استانه وحید	[1173, 808, 1282, 821]
list-item: ۶۱۳۲۰ صفائی‌خلج آبادی فرزانه	[1150, 616, 1282, 629]
list-item: ۰۹۴۱۸ قاسمیه محسن	[1045, 530, 1141, 543]
movie-teaser: آماده شوید برای تماشای عملیات محیرالعقول چهل‌زن وحشی ... آماده شوید برای تماشای یك شاهكار بزرگ سینمائی که‌کمپانی‌معظم‌کلمبیا افتخار پخش آن را در سراسر جهان بخود اختصاص داده است ...	[20, 1387, 650, 1418]
list-item: ۶۰۰۸۷ میرحسینی فروغ	[1181, 414, 1282, 427]
table-cell: ۴ »	[452, 1183, 468, 1196]
list-item: ۰۹۴۲۸ قریب محمد صادق	[1172, 559, 1282, 572]
list-item: ۶۱۲۳۷ سیدعسگری دولابی سیدحسین	[1324, 617, 1437, 644]
list-item: ۰۹۶۰۵ نکهت ناصر	[1062, 400, 1141, 413]
capital-notice	[494, 72, 652, 472]
list-item: ۶۰۰۴۹ غفاری هما	[1206, 837, 1282, 850]
list-item: ۶۰۲۹۸ جعفری هوشیار محمدجعفر	[1292, 603, 1437, 616]
table-cell: ۲ نهاوند	[125, 1177, 159, 1190]
capital-ref: مالف ۲۰۸۲۱	[589, 421, 652, 434]
list-item: ۰۹۸۴۸ نایینی ویلا	[1068, 371, 1141, 384]
qazvin-title: آگهی مناقصه	[119, 486, 239, 507]
list-item: ۶۰۶۹۱ مهدیان فیروز	[1053, 443, 1141, 456]
list-item: ۰۹۹۲۰ جعفری آذرمیدخت	[1174, 342, 1282, 355]
list-item: ۶۰۴۲۶ رشیدیان هادی	[1049, 559, 1141, 572]
table-cell: ۲ اصلی	[505, 1163, 539, 1176]
masthead: اطلاعات سه‌شنبه ۳۰ بهمن‌ماه ۱۳۵۲ ـ شماره ۱۴۳۳۵	[1030, 42, 1330, 56]
table-cell: ۷	[323, 1196, 329, 1209]
list-item: ۰۹۷۳۹ دادگر امیر	[1207, 371, 1282, 384]
col-job: عنوان شغل	[352, 362, 413, 374]
plastiloks-code: آ ـ ۸۲۷۶۳	[475, 1014, 522, 1027]
results-list-c	[1005, 284, 1140, 716]
lottery-line-1: بزرگترین جایزه اعانه ملی	[45, 93, 473, 139]
col-req: حداقل مدرک تحصیلی و شرایط لازم	[90, 362, 277, 374]
official-notice	[662, 583, 997, 894]
hamedan-table	[20, 1135, 650, 1232]
table-row	[21, 1212, 335, 1231]
list-item: ۶۰۶۱۸ قضوی افوسی باقر	[1325, 689, 1437, 702]
plastiloks-ref: مالف ۲۰۹۳۲	[588, 984, 651, 997]
reserve-list-title: لیست اسامی ذخیره های مسابقه ورودی مدرسه‌عالی ترجمه به ترتیب تقدم مجموع نمرات	[1288, 779, 1436, 875]
hamedan-title: آگهی سرجنگلداری استان همدان	[128, 1066, 542, 1096]
list-item: ۰۹۶۲۶ رییسی حسین	[1050, 923, 1141, 936]
list-item: ۶۰۲۰۶ اسدی خوانساری سید مصطفی	[1314, 941, 1437, 968]
list-item: ۶۰۸۲۹ نیارکی اصلی آراسته	[1023, 995, 1141, 1008]
cast-2: ایوی لینگ پو	[212, 1626, 324, 1647]
table-cell: ماشین نویس	[391, 418, 448, 430]
kerman-title: آگهی تغییرات‌درشرکت سهامی خاص‌قند بردسیر کرمان	[678, 420, 981, 451]
reserve-list-b	[1146, 779, 1281, 880]
table-cell: خالنجه	[259, 1215, 289, 1228]
exam-title-1: اطلاعیه مرکز آزمون‌شناسی	[1016, 76, 1426, 111]
table-cell: ۸	[323, 1215, 329, 1228]
list-item: ۶۰۸۷۴ وزیری احمد	[1059, 458, 1141, 471]
table-cell: دیپلم ـ مسلط به تایپ فارسی	[176, 418, 305, 430]
capital-signer: رئیس اداره‌ثبت شرکتها و مالکیت صنعتی	[523, 436, 652, 461]
kerman-ref: مالف ۲۰۸۲۲	[934, 561, 997, 574]
public-signer-1: امین‌الدین پورسعادت	[889, 1584, 997, 1597]
list-item: ۰۹۱۸۸ منصوری تهرانی مقدم فرزانه	[1158, 779, 1282, 807]
hamedan-signer: قاسم یاسمی پور سرجنگلدار مستقل استان همدان	[388, 1359, 650, 1372]
